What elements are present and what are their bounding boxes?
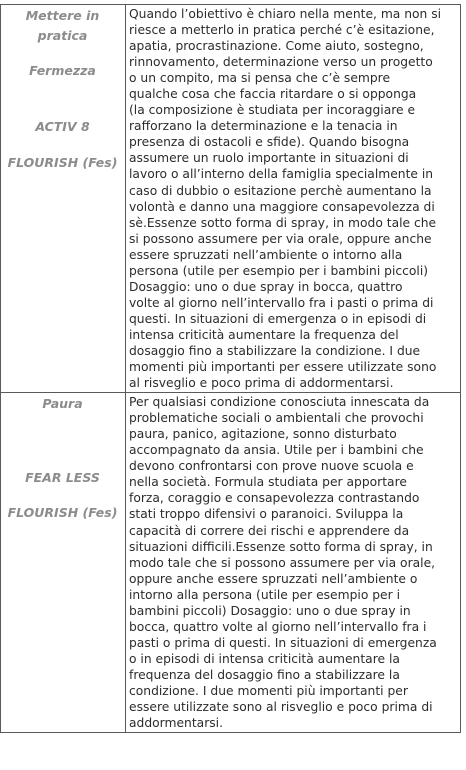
- description-line: Per qualsiasi condizione conosciuta innescata da: [129, 395, 430, 410]
- description-text: [129, 6, 456, 391]
- description-line: o un compito, ma si pensa che c’è sempre: [129, 71, 391, 86]
- description-line: nella società. Formula studiata per apportare: [129, 475, 407, 490]
- description-line: volontà e danno una maggiore consapevolezza di: [129, 199, 435, 214]
- description-line: accompagnato da ansia. Utile per i bambini che: [129, 443, 424, 458]
- description-line: caso di dubbio o esitazione perchè aumentano la: [129, 183, 432, 198]
- description-line: apatia, procrastinazione. Come aiuto, sostegno,: [129, 39, 424, 54]
- description-line: (la composizione è studiata per incoraggiare e: [129, 103, 416, 118]
- description-line: al risveglio e poco prima di addormentarsi.: [129, 376, 394, 391]
- description-text: [129, 394, 456, 731]
- description-line: addormentarsi.: [129, 716, 223, 731]
- description-line: modo tale che si possono assumere per via orale,: [129, 555, 436, 570]
- description-line: bambini piccoli) Dosaggio: uno o due spray in: [129, 603, 411, 618]
- description-line: riesce a metterlo in pratica perché c’è esitazione,: [129, 23, 435, 38]
- description-line: Dosaggio: uno o due spray in bocca, quattro: [129, 279, 403, 294]
- description-line: o in episodi di intensa criticità aumentare la: [129, 651, 400, 666]
- description-line: qualche cosa che faccia ritardare o si opponga: [129, 87, 417, 102]
- description-line: si possono assumere per via orale, oppure anche: [129, 231, 432, 246]
- category-label: Mettere in pratica: [25, 8, 100, 43]
- description-line: Quando l’obiettivo è chiaro nella mente, ma non si: [129, 7, 442, 21]
- description-line: bocca, quattro volte al giorno nell’intervallo fra i: [129, 619, 427, 634]
- description-line: sè.Essenze sotto forma di spray, in modo tale che: [129, 215, 437, 230]
- description-line: stati troppo difensivi o paranoici. Sviluppa la: [129, 507, 404, 522]
- description-line: lavoro o all’interno della famiglia specialmente in: [129, 167, 434, 182]
- description-line: condizione. I due momenti più importanti per: [129, 683, 408, 698]
- description-line: problematiche sociali o ambientali che provochi: [129, 411, 424, 426]
- description-line: paura, panico, agitazione, sonno disturbato: [129, 427, 397, 442]
- name-cell: [1, 5, 126, 393]
- description-line: questi. In situazioni di emergenza o in episodi di: [129, 311, 427, 326]
- description-line: intensa criticità aumentare la frequenza del: [129, 327, 399, 342]
- description-line: forza, coraggio e consapevolezza contrastando: [129, 491, 420, 506]
- product-name: FEAR LESS: [25, 470, 100, 486]
- description-line: essere spruzzati nell’ambiente o intorno alla: [129, 247, 403, 262]
- product-range: FLOURISH (Fes): [7, 505, 118, 521]
- description-line: volte al giorno nell’intervallo fra i pasti o prima di: [129, 295, 434, 310]
- description-line: frequenza del dosaggio fino a stabilizzare la: [129, 667, 400, 682]
- description-line: dosaggio fino a stabilizzare la condizione. I due: [129, 343, 421, 358]
- description-cell: [126, 393, 461, 733]
- name-cell: [1, 393, 126, 733]
- product-name: ACTIV 8: [35, 119, 90, 134]
- description-line: rinnovamento, determinazione verso un progetto: [129, 55, 433, 70]
- product-range: FLOURISH (Fes): [7, 155, 118, 170]
- description-line: intorno alla persona (utile per esempio per i: [129, 587, 401, 602]
- description-line: persona (utile per esempio per i bambini piccoli): [129, 263, 429, 278]
- description-line: momenti più importanti per essere utilizzate sono: [129, 360, 437, 375]
- description-line: capacità di correre dei rischi e apprendere da: [129, 523, 410, 538]
- table-row: [1, 5, 461, 393]
- category-label: Paura: [42, 396, 83, 412]
- subcategory-label: Fermezza: [29, 63, 96, 78]
- description-line: essere utilizzate sono al risveglio e poco prima di: [129, 700, 433, 715]
- description-line: assumere un ruolo importante in situazioni di: [129, 151, 409, 166]
- description-line: rafforzano la determinazione e la tenacia in: [129, 119, 398, 134]
- description-cell: [126, 5, 461, 393]
- description-line: devono confrontarsi con prove nuove scuola e: [129, 459, 414, 474]
- table-row: [1, 393, 461, 733]
- description-line: oppure anche essere spruzzati nell’ambiente o: [129, 571, 418, 586]
- description-line: presenza di ostacoli e sfide). Quando bisogna: [129, 135, 410, 150]
- remedies-table: [0, 4, 461, 733]
- description-line: pasti o prima di questi. In situazioni di emergenza: [129, 635, 437, 650]
- description-line: situazioni difficili.Essenze sotto forma di spray, in: [129, 539, 433, 554]
